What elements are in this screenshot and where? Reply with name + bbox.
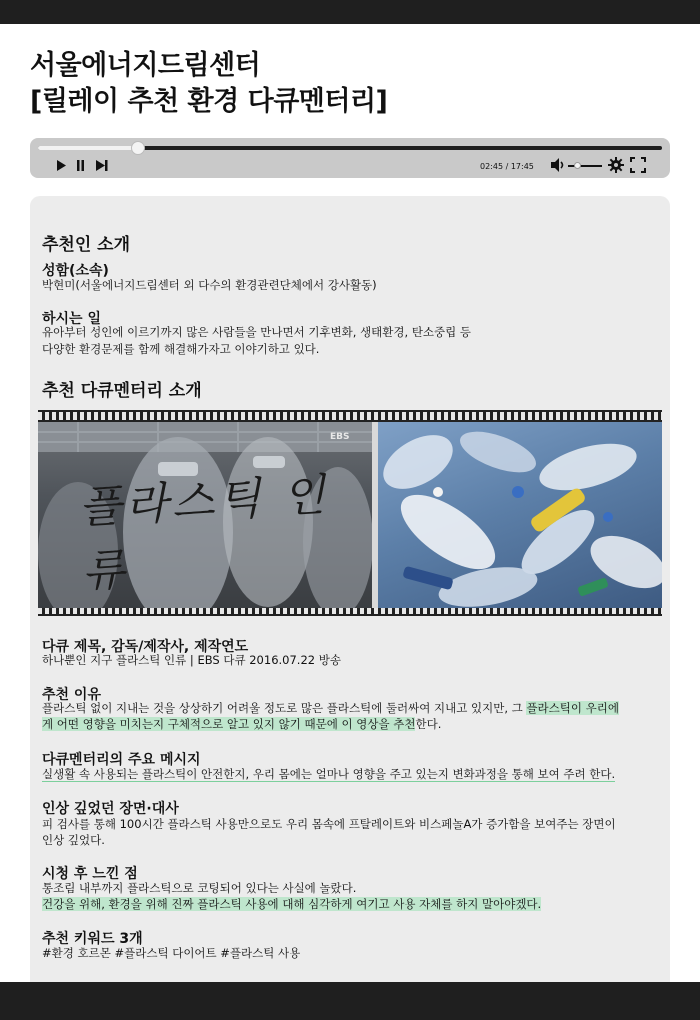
reason-label: 추천 이유 — [42, 687, 101, 703]
name-label: 성함(소속) — [42, 263, 109, 279]
volume-icon[interactable] — [550, 157, 566, 173]
job-label: 하시는 일 — [42, 311, 101, 327]
film-holes-top — [38, 412, 662, 420]
documentary-still-strip — [38, 410, 662, 616]
scene-label: 인상 깊었던 장면·대사 — [42, 801, 179, 817]
progress-knob[interactable] — [131, 141, 145, 155]
content-card — [30, 196, 670, 996]
page-title — [30, 48, 387, 120]
reason-text — [42, 700, 662, 732]
progress-track[interactable] — [38, 146, 662, 150]
doc-title-value: 하나뿐인 지구 플라스틱 인류 | EBS 다큐 2016.07.22 방송 — [42, 653, 341, 667]
page-title-line2: [릴레이 추천 환경 다큐멘터리] — [30, 86, 388, 117]
progress-fill — [38, 146, 138, 150]
message-value — [42, 766, 662, 782]
after-line2 — [42, 896, 662, 912]
pause-icon[interactable] — [76, 160, 85, 171]
reason-part2: 한다. — [415, 717, 442, 731]
after-line1: 통조림 내부까지 플라스틱으로 코팅되어 있다는 사실에 놀랐다. — [42, 881, 357, 895]
keyword-value: #환경 호르몬 #플라스틱 다이어트 #플라스틱 사용 — [42, 946, 301, 960]
plastic-bottles-image — [378, 422, 662, 608]
job-line1: 유아부터 성인에 이르기까지 많은 사람들을 만나면서 기후변화, 생태환경, 탄소중립 등 — [42, 325, 472, 339]
job-line2: 다양한 환경문제를 함께 해결해가자고 이야기하고 있다. — [42, 342, 320, 356]
gear-icon[interactable] — [608, 157, 624, 173]
reason-highlight1: 플라스틱이 우리에 — [526, 701, 619, 715]
reason-highlight2: 게 어떤 영향을 미치는지 구체적으로 알고 있지 않기 때문에 이 영상을 추천 — [42, 717, 416, 731]
message-label: 다큐멘터리의 주요 메시지 — [42, 752, 201, 768]
next-icon[interactable] — [96, 160, 108, 171]
plastic-pile-still — [378, 422, 662, 608]
volume-knob[interactable] — [574, 162, 581, 169]
doc-title-label: 다큐 제목, 감독/제작사, 제작연도 — [42, 639, 249, 655]
reason-part1: 플라스틱 없이 지내는 것을 상상하기 어려울 정도로 많은 플라스틱에 둘러싸여 지내고 있지만, 그 — [42, 701, 527, 715]
after-label: 시청 후 느낀 점 — [42, 866, 138, 882]
after-highlight: 건강을 위해, 환경을 위해 진짜 플라스틱 사용에 대해 심각하게 여기고 사용 자체를 하지 말아야겠다. — [42, 897, 542, 911]
top-bar — [0, 0, 700, 24]
name-value: 박현미(서울에너지드림센터 외 다수의 환경관련단체에서 강사활동) — [42, 278, 377, 292]
keyword-label: 추천 키워드 3개 — [42, 931, 143, 947]
section-heading-intro: 추천인 소개 — [42, 235, 131, 255]
ebs-badge: EBS — [330, 432, 350, 442]
scene-line2: 인상 깊었다. — [42, 833, 105, 847]
bottom-bar — [0, 982, 700, 1020]
documentary-title-still — [38, 422, 372, 608]
still-title-text: 플라스틱 인류 — [77, 469, 331, 598]
section-heading-doc: 추천 다큐멘터리 소개 — [42, 381, 202, 401]
video-player — [30, 138, 670, 178]
time-readout: 02:45 / 17:45 — [480, 162, 534, 171]
message-underlined: 실생활 속 사용되는 플라스틱이 안전한지, 우리 몸에는 얼마나 영향을 주고 있는지 변화과정을 통해 보여 주려 한다. — [42, 767, 616, 781]
play-icon[interactable] — [56, 160, 67, 171]
scene-line1: 피 검사를 통해 100시간 플라스틱 사용만으로도 우리 몸속에 프탈레이트와 비스페놀A가 증가함을 보여주는 장면이 — [42, 817, 616, 831]
page-title-line1: 서울에너지드림센터 — [30, 50, 261, 81]
fullscreen-icon[interactable] — [630, 157, 646, 173]
